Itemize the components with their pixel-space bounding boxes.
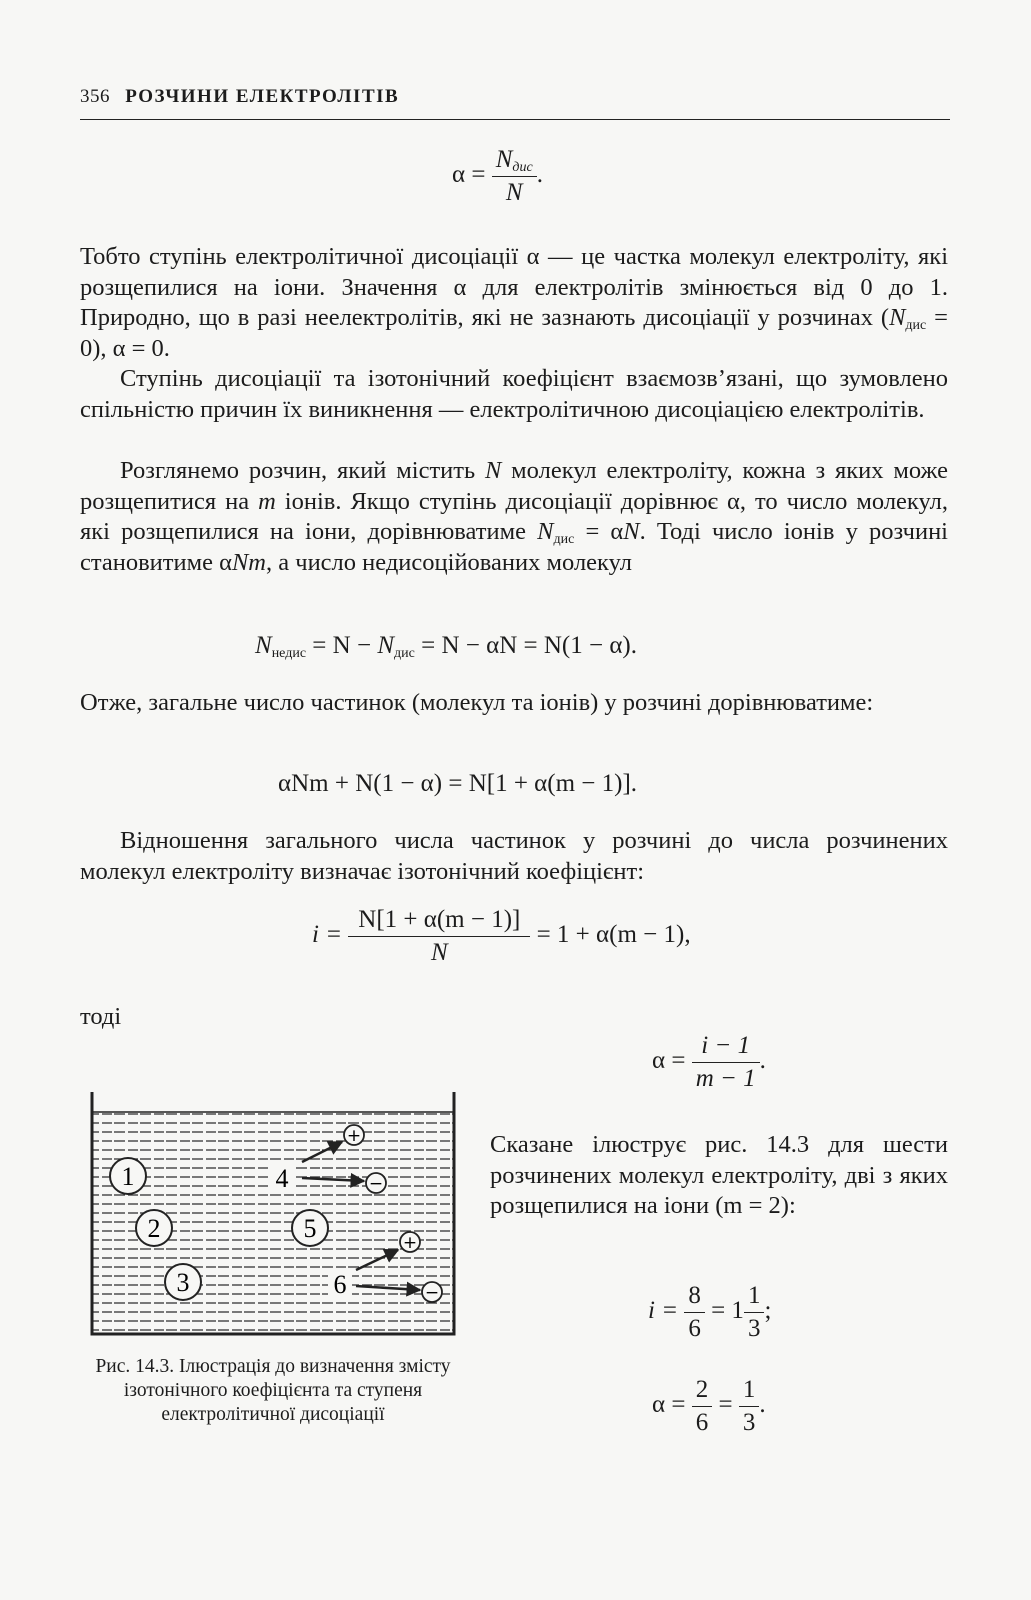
svg-text:+: + (402, 1233, 418, 1253)
equation-i-example: i = $\frac{8}{6}$ = 1 $\frac{1}{3}$ ; (648, 1282, 772, 1342)
svg-text:−: − (424, 1283, 440, 1303)
figure-14-3-solution-diagram (88, 1092, 458, 1342)
page-number: 356 (80, 86, 110, 107)
equation-undissociated: $N_{недис} = N - N_{дис} = N - \alpha N = N(1 - \alpha)$. (255, 632, 637, 661)
svg-text:1: 1 (121, 1162, 135, 1191)
svg-text:6: 6 (333, 1270, 347, 1299)
svg-text:−: − (368, 1174, 384, 1194)
paragraph-5: Відношення загального числа частинок у розчині до числа розчинених молекул електроліту визначає ізотонічний коефіцієнт: (80, 827, 948, 885)
molecule-5 (292, 1210, 328, 1246)
paragraph-3: Розглянемо розчин, який містить N молекул електроліту, кожна з яких може розщепитися на m іонів. Якщо ступінь дисоціації дорівнює α, то число молекул, які розщепилися на іони, дорівнюватиме $N_{дис} = \alpha N$. Тоді число іонів у розчині становитиме αNm, а число недисоційованих молекул (80, 457, 949, 576)
running-header (80, 86, 950, 108)
paragraph-6: тоді (80, 1003, 122, 1030)
svg-text:2: 2 (147, 1214, 161, 1243)
svg-text:3: 3 (176, 1268, 190, 1297)
paragraph-2: Ступінь дисоціації та ізотонічний коефіцієнт взаємозв’язані, що зумовлено спільністю причин їх виникнення — електролітичною дисоціацією електролітів. (80, 365, 948, 423)
molecule-1 (110, 1158, 146, 1194)
svg-text:4: 4 (275, 1164, 289, 1193)
svg-text:+: + (346, 1126, 362, 1146)
equation-alpha-from-i: α = $\frac{i - 1}{m - 1}$ . (652, 1032, 766, 1092)
equation-isotonic-coefficient: i = $\frac{N[1 + \alpha(m - 1)]}{N}$ = 1 + α(m − 1), (312, 906, 691, 966)
molecule-3 (165, 1264, 201, 1300)
molecule-2 (136, 1210, 172, 1246)
paragraph-1: Тобто ступінь електролітичної дисоціації α — це частка молекул електроліту, які розщепилися на іони. Значення α для електролітів змінюється від 0 до 1. Природно, що в разі неелектролітів, які не зазнають дисоціації у розчинах $(N_{дис} = 0)$, α = 0. (80, 243, 948, 362)
header-rule (80, 119, 950, 120)
svg-text:5: 5 (303, 1214, 317, 1243)
chapter-title: РОЗЧИНИ ЕЛЕКТРОЛІТІВ (125, 86, 400, 107)
side-paragraph: Сказане ілюструє рис. 14.3 для шести розчинених молекул електроліту, дві з яких розщепилися на іони (m = 2): (490, 1131, 948, 1219)
equation-alpha-definition: α = $\frac{N_{дис}}{N}$ . (452, 146, 543, 206)
equation-total-particles: αNm + N(1 − α) = N[1 + α(m − 1)]. (278, 770, 638, 797)
equation-alpha-example: α = $\frac{2}{6}$ = $\frac{1}{3}$ . (652, 1376, 766, 1436)
figure-caption: Рис. 14.3. Ілюстрація до визначення змісту ізотонічного коефіцієнта та ступеня електролітичної дисоціації (95, 1356, 451, 1425)
paragraph-4: Отже, загальне число частинок (молекул та іонів) у розчині дорівнюватиме: (80, 689, 874, 716)
